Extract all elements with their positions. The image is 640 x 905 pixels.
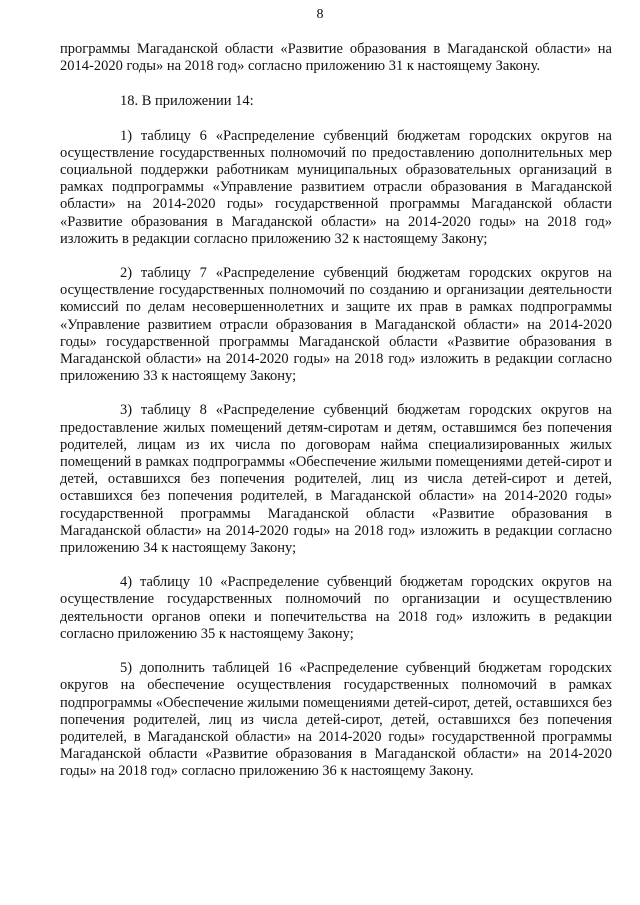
page-number: 8 bbox=[316, 7, 324, 22]
paragraph-continuation: программы Магаданской области «Развитие образования в Магаданской области» на 2014-2020 годы» на 2018 год» согласно приложению 31 к настоящему Закону. bbox=[60, 41, 612, 75]
document-body bbox=[60, 41, 612, 781]
paragraph-item-1: 1) таблицу 6 «Распределение субвенций бюджетам городских округов на осуществление государственных полномочий по предоставлению дополнительных мер социальной поддержки работникам муниципальных образовательных организаций в рамках подпрограммы «Управление развитием отрасли образования в Магаданской области» на 2014-2020 годы» государственной программы Магаданской области «Развитие образования в Магаданской области» на 2014-2020 годы» на 2018 год» изложить в редакции согласно приложению 32 к настоящему Закону; bbox=[60, 127, 612, 247]
paragraph-item-5: 5) дополнить таблицей 16 «Распределение субвенций бюджетам городских округов на обеспечение осуществления государственных полномочий в рамках подпрограммы «Обеспечение жилыми помещениями детей-сирот, детей, оставшихся без попечения родителей, лиц из числа детей-сирот, детей, оставшихся без попечения родителей, в Магаданской области» на 2014-2020 годы» государственной программы Магаданской области «Развитие образования в Магаданской области» на 2014-2020 годы» на 2018 год» согласно приложению 36 к настоящему Закону. bbox=[60, 660, 612, 780]
paragraph-item-3: 3) таблицу 8 «Распределение субвенций бюджетам городских округов на предоставление жилых помещений детям-сиротам и детям, оставшимся без попечения родителей, лицам из их числа по договорам найма специализированных жилых помещений в рамках подпрограммы «Обеспечение жилыми помещениями детей-сирот и детей, оставшихся без попечения родителей, лиц из числа детей-сирот и детей, оставшихся без попечения родителей, в Магаданской области» на 2014-2020 годы» государственной программы Магаданской области «Развитие образования в Магаданской области» на 2014-2020 годы» на 2018 год» изложить в редакции согласно приложению 34 к настоящему Закону; bbox=[60, 402, 612, 557]
paragraph-heading-18: 18. В приложении 14: bbox=[120, 93, 254, 110]
paragraph-item-2: 2) таблицу 7 «Распределение субвенций бюджетам городских округов на осуществление государственных полномочий по созданию и организации деятельности комиссий по делам несовершеннолетних и защите их прав в рамках подпрограммы «Управление развитием отрасли образования в Магаданской области» на 2014-2020 годы» государственной программы Магаданской области «Развитие образования в Магаданской области» на 2014-2020 годы» на 2018 год» изложить в редакции согласно приложению 33 к настоящему Закону; bbox=[60, 265, 612, 385]
paragraph-item-4: 4) таблицу 10 «Распределение субвенций бюджетам городских округов на осуществление государственных полномочий по организации и осуществлению деятельности органов опеки и попечительства на 2018 год» изложить в редакции согласно приложению 35 к настоящему Закону; bbox=[60, 574, 612, 642]
